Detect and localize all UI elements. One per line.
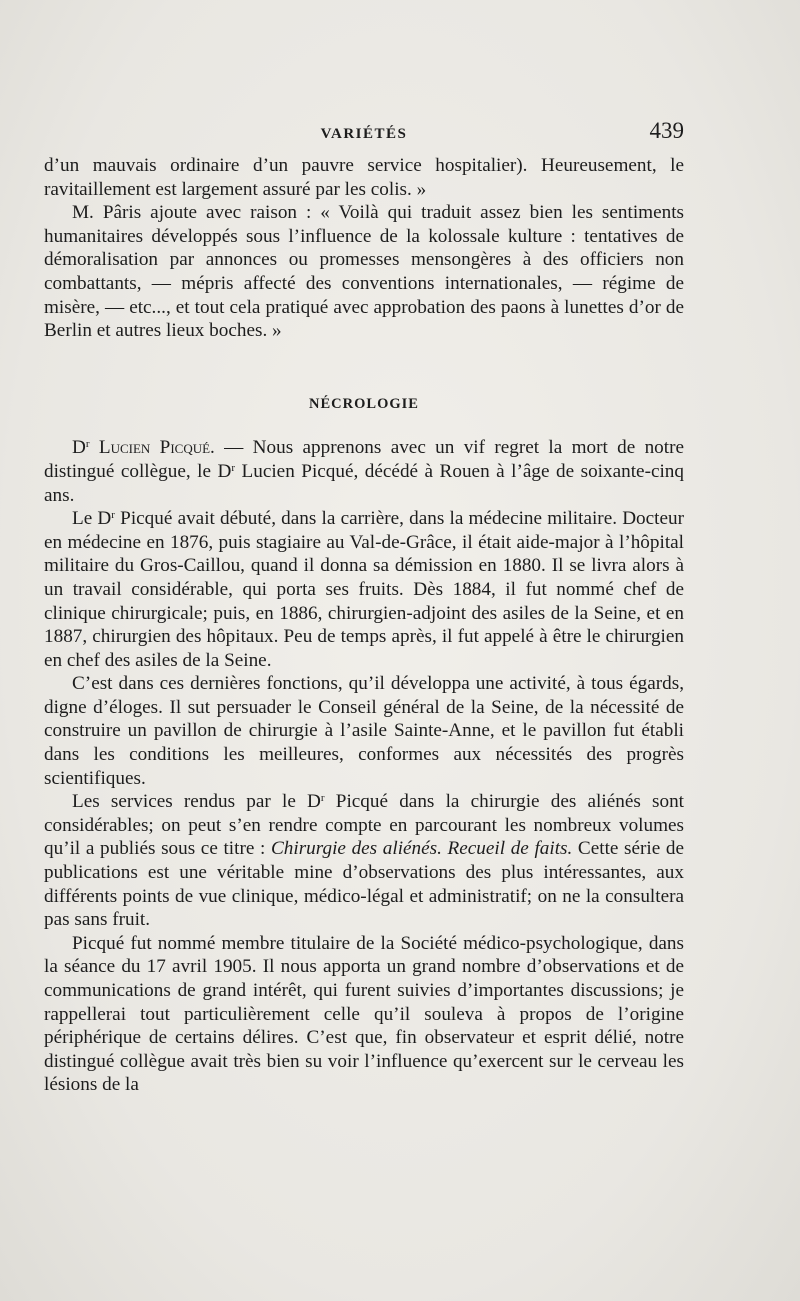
doctor-sup: r <box>85 438 90 451</box>
career-sup: r <box>111 509 115 522</box>
paragraph-society: Picqué fut nommé membre titulaire de la Société médico-psychologique, dans la séance du 17 avril 1905. Il nous apporta un grand nombre d’observations et de communications de grand intérêt, qui furent suivies d’importantes discussions; je rappellerai tout particulièrement celle qu’il souleva à propos de l’origine périphérique de certains délires. C’est que, fin observateur et esprit délié, notre distingué collègue avait très bien su voir l’influence qu’exercent sur le cerveau les lésions de la <box>44 932 684 1096</box>
services-sup: r <box>320 792 325 805</box>
career-text-b: Picqué avait débuté, dans la carrière, dans la médecine militaire. Docteur en médecine en 1876, puis stagiaire au Val-de-Grâce, il était aide-major à l’hôpital militaire du Gros-Caillou, quand il donna sa démission en 1880. Il se livra alors à un travail considérable, qui porta ses fruits. Dès 1884, il fut nommé chef de clinique chirurgicale; puis, en 1886, chirurgien-adjoint des asiles de la Seine, et en 1887, chirurgien des hôpitaux. Peu de temps après, il fut appelé à être le chirurgien en chef des asiles de la Seine. <box>44 508 684 671</box>
services-text-c: Cette série de publications est une véritable mine d’observations des plus intéressantes, aux différents points de vue clinique, médico-légal et administratif; on ne la consultera pas sans fruit. <box>44 838 685 931</box>
doctor-abbrev: D <box>72 437 86 459</box>
obituary-text-b: Lucien Picqué, décédé à Rouen à l’âge de soixante-cinq ans. <box>44 460 684 506</box>
paragraph-activity: C’est dans ces dernières fonctions, qu’il développa une activité, à tous égards, digne d’éloges. Il sut persuader le Conseil général de la Seine, de la nécessité de construire un pavillon de chirurgie à l’asile Sainte-Anne, et le pavillon fut établi dans les conditions les meilleures, conformes aux nécessités des progrès scientifiques. <box>44 673 684 789</box>
services-text-a: Les services rendus par le D <box>72 791 321 813</box>
section-title: NÉCROLOGIE <box>309 395 419 412</box>
page-header <box>44 118 684 148</box>
paragraph-continuation: d’un mauvais ordinaire d’un pauvre service hospitalier). Heureusement, le ravitaillement est largement assuré par les colis. » <box>44 155 684 200</box>
page-number: 439 <box>649 118 684 143</box>
body-text <box>44 154 684 1097</box>
obituary-text-a: — Nous apprenons avec un vif regret la mort de notre distingué collègue, le D <box>44 437 685 482</box>
doctor-sup-2: r <box>231 461 236 474</box>
paragraph-obituary-intro <box>44 436 684 507</box>
running-head: VARIÉTÉS <box>320 126 408 142</box>
career-text-a: Le D <box>72 508 112 530</box>
paragraph-paris-quote: M. Pâris ajoute avec raison : « Voilà qui traduit assez bien les sentiments humanitaires développés sous l’influence de la kolossale kulture : tentatives de démoralisation par annonces ou promesses mensongères à des officiers non combattants, — mépris affecté des conventions internationales, — régime de misère, — etc..., et tout cela pratiqué avec approbation des paons à lunettes d’or de Berlin et autres lieux boches. » <box>44 202 684 342</box>
paragraph-services <box>44 790 684 932</box>
deceased-name: Lucien Picqué. <box>98 437 215 459</box>
book-title: Chirurgie des aliénés. Recueil de faits. <box>270 838 573 860</box>
services-text-b: Picqué dans la chirurgie des aliénés sont considérables; on peut s’en rendre compte en parcourant les nombreux volumes qu’il a publiés sous ce titre : <box>44 791 685 860</box>
paragraph-career <box>44 507 684 672</box>
